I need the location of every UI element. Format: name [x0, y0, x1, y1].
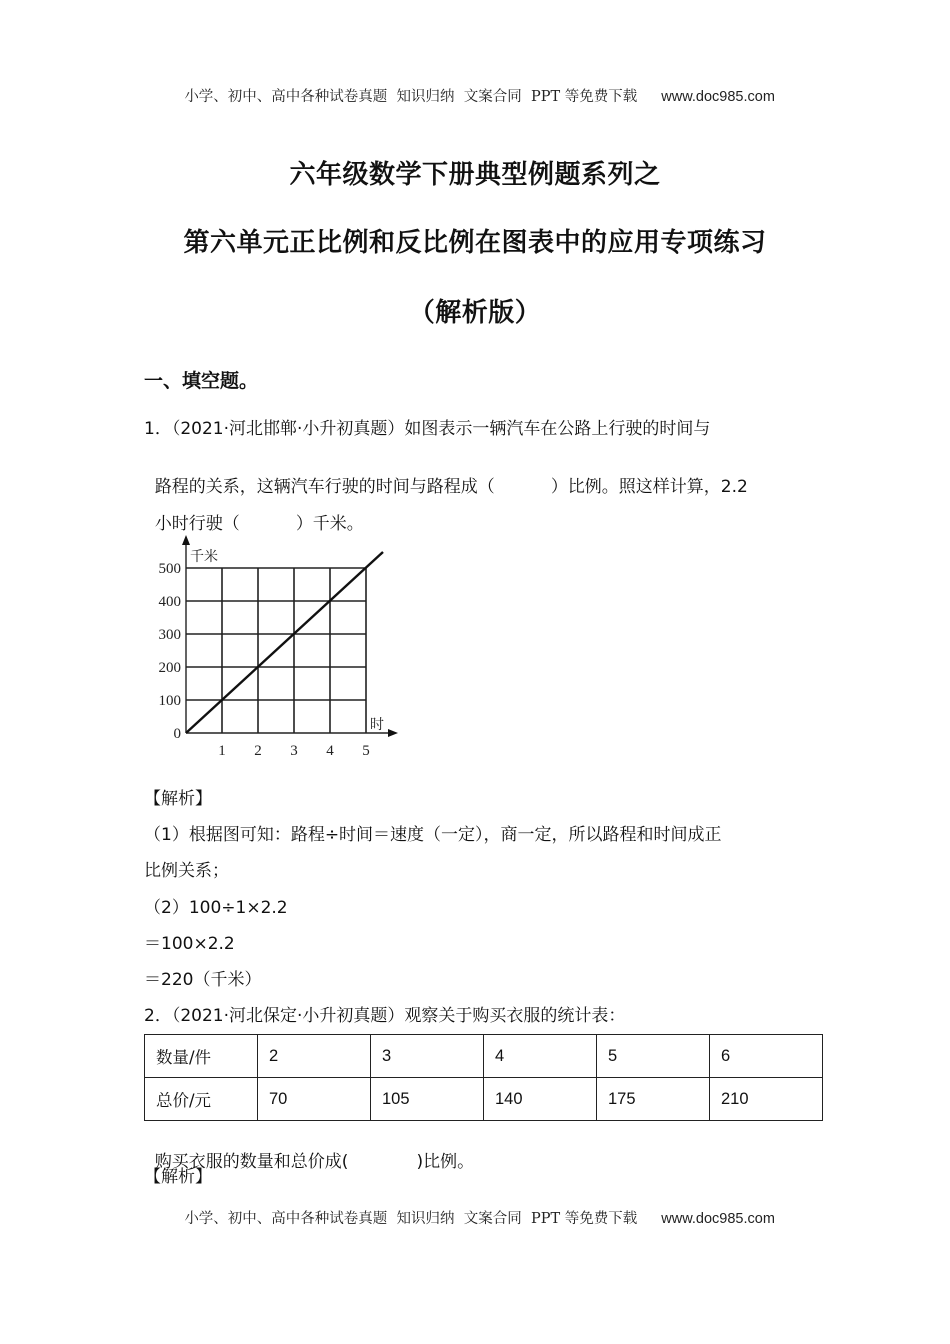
y-tick: 100 — [158, 693, 181, 709]
footer-text: 小学、初中、高中各种试卷真题 知识归纳 文案合同 PPT 等免费下载 — [184, 1211, 638, 1227]
table-cell: 总价/元 — [145, 1078, 258, 1121]
q1-line-1: 1．（2021·河北邯郸·小升初真题）如图表示一辆汽车在公路上行驶的时间与 — [144, 419, 711, 439]
title-line-2: 第六单元正比例和反比例在图表中的应用专项练习 — [183, 228, 767, 258]
x-axis-label: 时 — [370, 717, 384, 733]
q2-analysis-label: 【解析】 — [144, 1167, 212, 1187]
table-cell: 6 — [710, 1035, 823, 1078]
table-cell: 105 — [371, 1078, 484, 1121]
table-cell: 70 — [258, 1078, 371, 1121]
x-tick: 5 — [362, 743, 370, 759]
table-row — [145, 1078, 823, 1121]
table-cell: 3 — [371, 1035, 484, 1078]
table-cell: 175 — [597, 1078, 710, 1121]
y-tick: 400 — [158, 594, 181, 610]
title-line-3: （解析版） — [408, 298, 542, 328]
x-tick: 1 — [218, 743, 226, 759]
y-tick: 300 — [158, 627, 181, 643]
table-cell: 数量/件 — [145, 1035, 258, 1078]
footer-url: www.doc985.com — [661, 1211, 775, 1227]
x-tick: 3 — [290, 743, 298, 759]
y-tick: 200 — [158, 660, 181, 676]
table-cell: 2 — [258, 1035, 371, 1078]
q1-line-3-a: 小时行驶（ — [154, 514, 240, 534]
header-url: www.doc985.com — [661, 89, 775, 105]
q1-analysis-line: （2）100÷1×2.2 — [144, 898, 288, 918]
table-row — [145, 1035, 823, 1078]
y-tick: 500 — [158, 561, 181, 577]
table-cell: 140 — [484, 1078, 597, 1121]
q2-line-1: 2．（2021·河北保定·小升初真题）观察关于购买衣服的统计表： — [144, 1006, 626, 1026]
page-footer — [0, 1191, 950, 1228]
table-cell: 210 — [710, 1078, 823, 1121]
page-header — [0, 69, 950, 106]
q2-after-b: )比例。 — [416, 1152, 475, 1172]
header-text: 小学、初中、高中各种试卷真题 知识归纳 文案合同 PPT 等免费下载 — [184, 89, 638, 105]
q1-analysis-line: ＝220（千米） — [144, 970, 262, 990]
data-line — [186, 552, 383, 733]
q1-analysis-label: 【解析】 — [144, 789, 212, 809]
x-axis-arrow-icon — [388, 729, 398, 737]
title-line-1: 六年级数学下册典型例题系列之 — [289, 160, 661, 190]
q1-line-2-b: ）比例。照这样计算，2.2 — [550, 477, 748, 497]
q1-analysis-line: 比例关系； — [144, 861, 229, 881]
q2-after-a: 购买衣服的数量和总价成( — [154, 1152, 349, 1172]
distance-time-chart — [150, 535, 410, 765]
clothing-stats-table — [144, 1034, 823, 1121]
q1-analysis-line: ＝100×2.2 — [144, 934, 235, 954]
q1-line-3-b: ）千米。 — [295, 514, 364, 534]
table-cell: 5 — [597, 1035, 710, 1078]
x-tick: 2 — [254, 743, 262, 759]
q1-line-2-a: 路程的关系，这辆汽车行驶的时间与路程成（ — [154, 477, 495, 497]
q1-analysis-line: （1）根据图可知：路程÷时间＝速度（一定），商一定，所以路程和时间成正 — [144, 825, 722, 845]
y-axis-label: 千米 — [190, 549, 218, 565]
y-axis-arrow-icon — [182, 535, 190, 545]
y-tick: 0 — [173, 726, 181, 742]
section-heading: 一、填空题。 — [144, 370, 259, 392]
q1-line-3 — [144, 489, 364, 534]
table-cell: 4 — [484, 1035, 597, 1078]
x-tick: 4 — [326, 743, 334, 759]
